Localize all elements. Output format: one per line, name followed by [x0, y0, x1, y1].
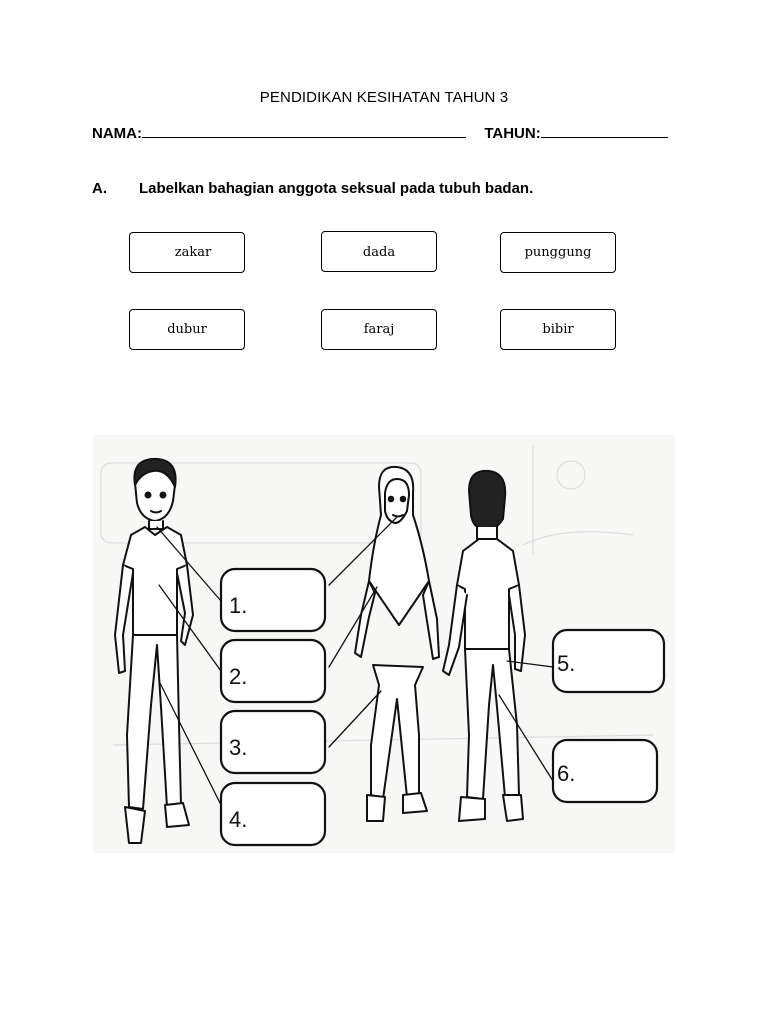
word-box-bibir[interactable]: [500, 309, 616, 350]
word-box-faraj[interactable]: [321, 309, 437, 350]
answer-number: 3.: [229, 735, 248, 760]
word-label: dubur: [167, 322, 207, 337]
answer-number: 1.: [229, 593, 248, 618]
boy-front-figure: [115, 459, 193, 843]
word-box-dubur[interactable]: [129, 309, 245, 350]
word-box-zakar[interactable]: [129, 232, 245, 273]
answer-boxes: [221, 569, 664, 845]
answer-number: 4.: [229, 807, 248, 832]
word-label: bibir: [542, 322, 574, 337]
year-label: TAHUN:: [484, 125, 541, 142]
section-instruction: Labelkan bahagian anggota seksual pada tubuh badan.: [139, 180, 534, 197]
answer-number: 2.: [229, 664, 248, 689]
section-heading: [92, 180, 533, 197]
section-letter: A.: [92, 180, 107, 197]
girl-front-figure: [355, 467, 439, 821]
body-parts-illustration: [93, 435, 675, 853]
worksheet-title: PENDIDIKAN KESIHATAN TAHUN 3: [259, 89, 509, 106]
word-label: zakar: [174, 245, 212, 260]
name-field[interactable]: [142, 121, 466, 138]
word-box-dada[interactable]: [321, 231, 437, 272]
name-label: NAMA:: [92, 125, 142, 142]
word-label: punggung: [524, 245, 592, 260]
year-field[interactable]: [541, 121, 668, 138]
word-label: faraj: [363, 322, 395, 337]
answer-number: 5.: [557, 651, 576, 676]
answer-number: 6.: [557, 761, 576, 786]
word-box-punggung[interactable]: [500, 232, 616, 273]
student-fields: [92, 121, 682, 142]
boy-back-figure: [443, 471, 525, 821]
word-label: dada: [362, 245, 396, 260]
